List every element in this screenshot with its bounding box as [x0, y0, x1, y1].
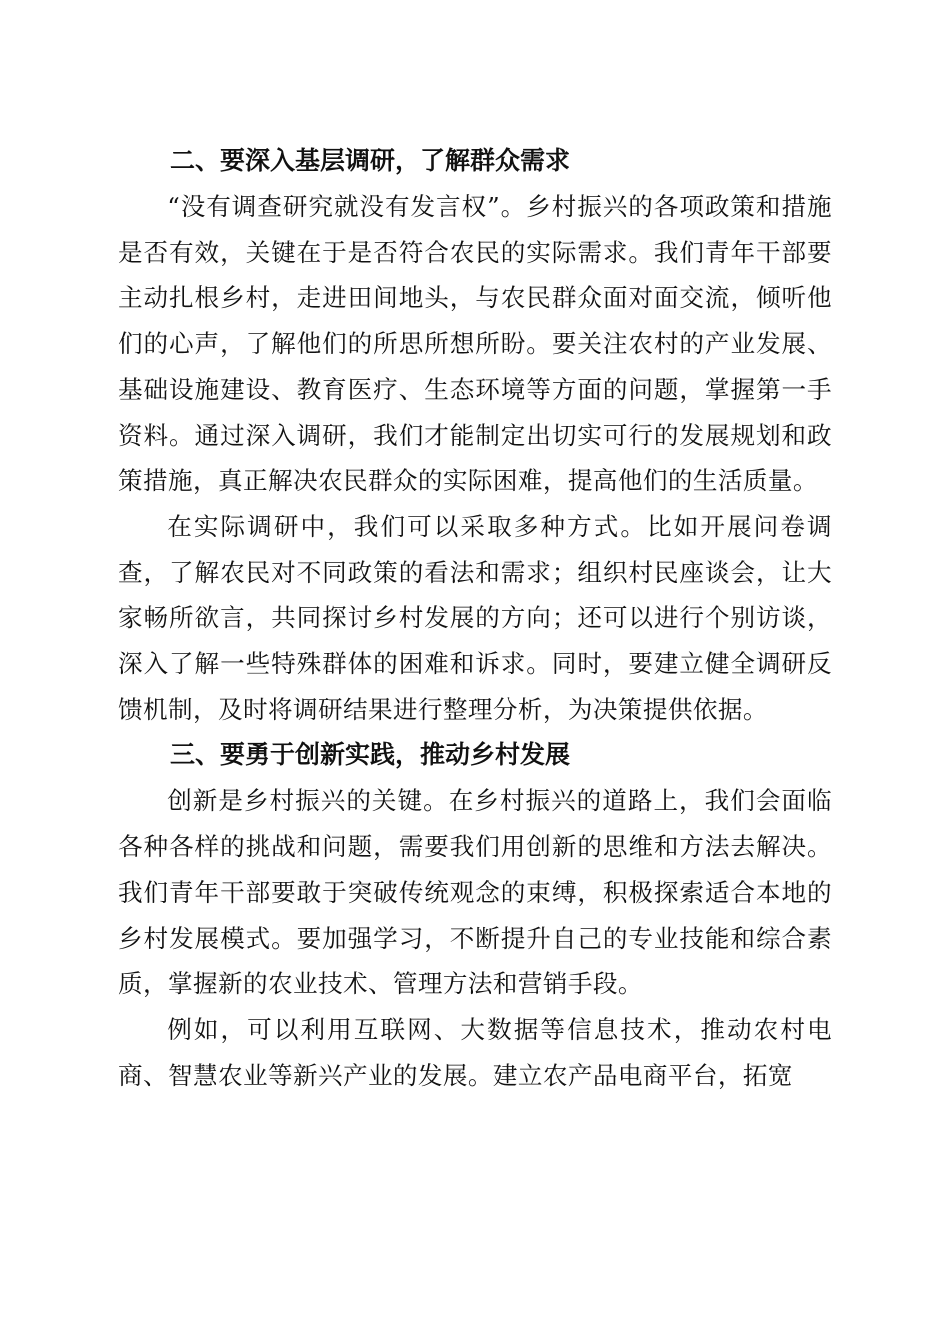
section-heading-innovation: 三、要勇于创新实践，推动乡村发展	[170, 740, 571, 770]
paragraph-innovation-key: 创新是乡村振兴的关键。在乡村振兴的道路上，我们会面临各种各样的挑战和问题，需要我们用创新的思维和方法去解决。我们青年干部要敢于突破传统观念的束缚，积极探索适合本地的乡村发展模式。要加强学习，不断提升自己的专业技能和综合素质，掌握新的农业技术、管理方法和营销手段。	[118, 786, 832, 999]
document-page	[118, 138, 832, 1098]
paragraph-innovation-example: 例如，可以利用互联网、大数据等信息技术，推动农村电商、智慧农业等新兴产业的发展。建立农产品电商平台，拓宽	[118, 1014, 832, 1090]
paragraph-research-methods: 在实际调研中，我们可以采取多种方式。比如开展问卷调查，了解农民对不同政策的看法和需求；组织村民座谈会，让大家畅所欲言，共同探讨乡村发展的方向；还可以进行个别访谈，深入了解一些特殊群体的困难和诉求。同时，要建立健全调研反馈机制，及时将调研结果进行整理分析，为决策提供依据。	[118, 511, 832, 724]
paragraph-research-importance: “没有调查研究就没有发言权”。乡村振兴的各项政策和措施是否有效，关键在于是否符合农民的实际需求。我们青年干部要主动扎根乡村，走进田间地头，与农民群众面对面交流，倾听他们的心声，了解他们的所思所想所盼。要关注农村的产业发展、基础设施建设、教育医疗、生态环境等方面的问题，掌握第一手资料。通过深入调研，我们才能制定出切实可行的发展规划和政策措施，真正解决农民群众的实际困难，提高他们的生活质量。	[118, 192, 832, 496]
section-heading-research: 二、要深入基层调研，了解群众需求	[170, 146, 571, 175]
